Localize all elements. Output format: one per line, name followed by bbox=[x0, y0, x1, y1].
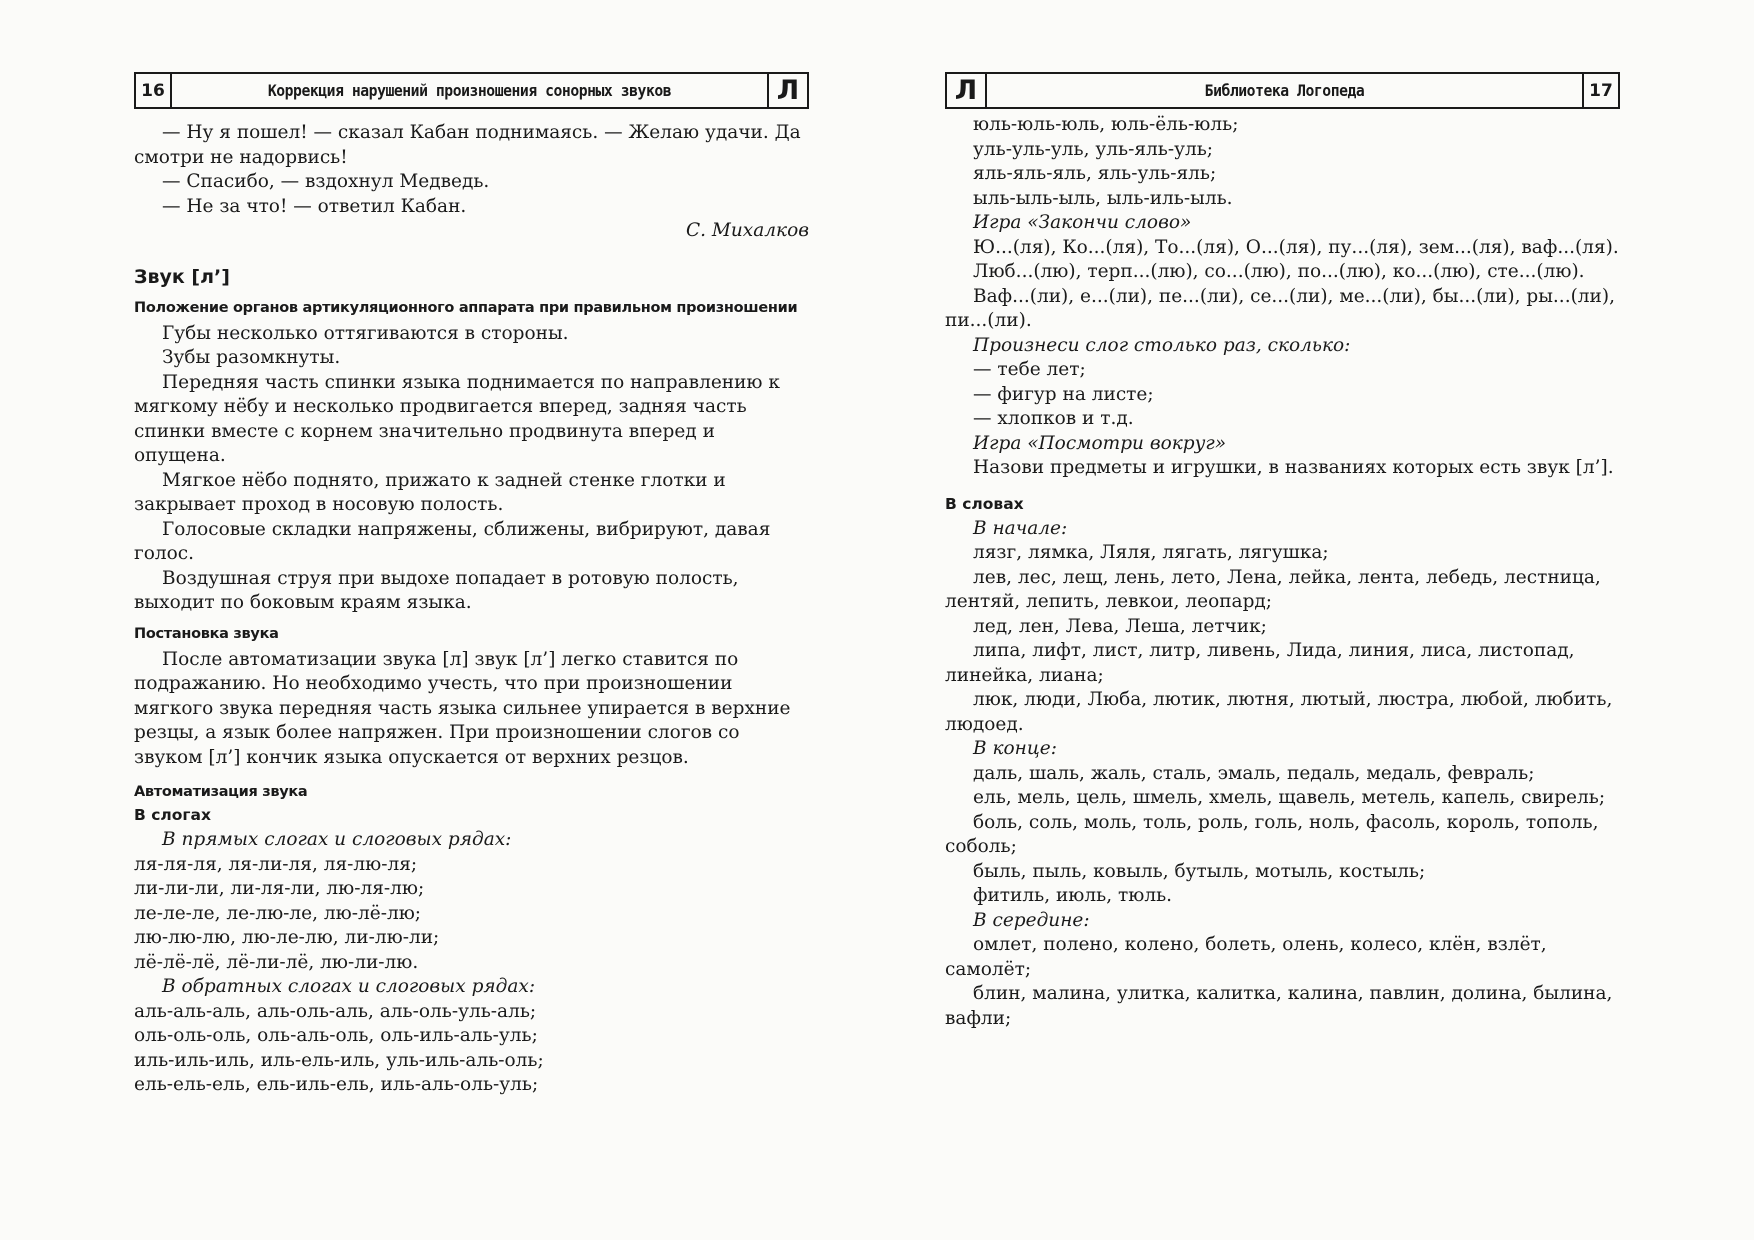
repeat-line: — хлопков и т.д. bbox=[973, 408, 1134, 429]
left-page-number: 16 bbox=[136, 74, 172, 107]
right-header-letter: Л bbox=[947, 74, 987, 107]
word-line: быль, пыль, ковыль, бутыль, мотыль, костыль; bbox=[973, 860, 1426, 882]
dialogue-line: — Не за что! — ответил Кабан. bbox=[162, 195, 467, 217]
direct-syllables-heading: В прямых слогах и слоговых рядах: bbox=[162, 829, 512, 850]
syllable-line: оль-оль-оль, оль-аль-оль, оль-иль-аль-уль; bbox=[134, 1025, 538, 1046]
end-heading: В конце: bbox=[973, 738, 1057, 759]
left-running-header bbox=[134, 72, 809, 109]
articulation-paragraph: Мягкое нёбо поднято, прижато к задней стенке глотки и закрывает проход в носовую полость. bbox=[134, 469, 726, 515]
game-look-around-text: Назови предметы и игрушки, в названиях которых есть звук [л’]. bbox=[973, 457, 1614, 478]
left-page bbox=[134, 72, 809, 1098]
setting-paragraph: После автоматизации звука [л] звук [л’] легко ставится по подражанию. Но необходимо учесть, что при произношении мягкого звука передняя часть языка сильнее упирается в верхние резцы, а язык более напряжен. При произношении слогов со звуком [л’] кончик языка опускается от верхних резцов. bbox=[134, 648, 791, 768]
right-page-number: 17 bbox=[1582, 74, 1618, 107]
syllable-line: ыль-ыль-ыль, ыль-иль-ыль. bbox=[973, 187, 1233, 209]
left-header-title: Коррекция нарушений произношения сонорных звуков bbox=[267, 81, 672, 100]
syllable-line: лю-лю-лю, лю-ле-лю, ли-лю-ли; bbox=[134, 927, 440, 948]
word-line: боль, соль, моль, толь, роль, голь, ноль, фасоль, король, тополь, соболь; bbox=[945, 811, 1599, 857]
word-line: лед, лен, Лева, Леша, летчик; bbox=[973, 615, 1267, 637]
syllable-line: ля-ля-ля, ля-ли-ля, ля-лю-ля; bbox=[134, 853, 418, 875]
game-line: Люб...(лю), терп...(лю), со...(лю), по...(лю), ко...(лю), сте...(лю). bbox=[973, 261, 1585, 282]
middle-heading: В середине: bbox=[973, 909, 1090, 931]
left-header-letter: Л bbox=[767, 74, 807, 107]
syllable-line: ли-ли-ли, ли-ля-ли, лю-ля-лю; bbox=[134, 878, 425, 899]
syllable-line: иль-иль-иль, иль-ель-иль, уль-иль-аль-оль; bbox=[134, 1049, 544, 1071]
word-line: люк, люди, Люба, лютик, лютня, лютый, люстра, любой, любить, людоед. bbox=[945, 689, 1613, 735]
articulation-paragraph: Губы несколько оттягиваются в стороны. bbox=[162, 322, 569, 344]
syllable-line: ель-ель-ель, ель-иль-ель, иль-аль-оль-уль; bbox=[134, 1074, 539, 1095]
repeat-line: — фигур на листе; bbox=[973, 383, 1154, 405]
game-finish-word-title: Игра «Закончи слово» bbox=[973, 212, 1192, 233]
word-line: ель, мель, цель, шмель, хмель, щавель, метель, капель, свирель; bbox=[973, 787, 1606, 808]
word-line: липа, лифт, лист, литр, ливень, Лида, линия, лиса, листопад, линейка, лиана; bbox=[945, 640, 1575, 686]
start-heading: В начале: bbox=[973, 517, 1068, 539]
articulation-paragraph: Воздушная струя при выдохе попадает в ротовую полость, выходит по боковым краям языка. bbox=[134, 567, 739, 613]
right-running-header bbox=[945, 72, 1620, 109]
repeat-line: — тебе лет; bbox=[973, 359, 1086, 380]
articulation-paragraph: Зубы разомкнуты. bbox=[162, 347, 341, 368]
words-heading: В словах bbox=[945, 494, 1024, 513]
articulation-paragraph: Голосовые складки напряжены, сближены, вибрируют, давая голос. bbox=[134, 518, 771, 564]
game-line: Ю...(ля), Ко...(ля), То...(ля), О...(ля), пу...(ля), зем...(ля), ваф...(ля). bbox=[973, 236, 1619, 258]
dialogue-line: — Ну я пошел! — сказал Кабан поднимаясь. — Желаю удачи. Да смотри не надорвись! bbox=[134, 122, 801, 168]
word-line: омлет, полено, колено, болеть, олень, колесо, клён, взлёт, самолёт; bbox=[945, 934, 1547, 980]
syllable-line: юль-юль-юль, юль-ёль-юль; bbox=[973, 114, 1239, 135]
syllable-line: уль-уль-уль, уль-яль-уль; bbox=[973, 138, 1214, 160]
syllable-line: ле-ле-ле, ле-лю-ле, лю-лё-лю; bbox=[134, 902, 422, 924]
repeat-syllable-title: Произнеси слог столько раз, сколько: bbox=[973, 334, 1351, 356]
syllables-heading: В слогах bbox=[134, 806, 211, 824]
word-line: фитиль, июль, тюль. bbox=[973, 885, 1173, 906]
word-line: даль, шаль, жаль, сталь, эмаль, педаль, медаль, февраль; bbox=[973, 762, 1535, 784]
word-line: лев, лес, лещ, лень, лето, Лена, лейка, лента, лебедь, лестница, лентяй, лепить, левкои, леопард; bbox=[945, 566, 1601, 612]
author-signature: С. Михалков bbox=[686, 220, 809, 241]
articulation-paragraph: Передняя часть спинки языка поднимается по направлению к мягкому нёбу и несколько продвигается вперед, задняя часть спинки вместе с корнем значительно продвинута вперед и опущена. bbox=[134, 371, 780, 466]
word-line: блин, малина, улитка, калитка, калина, павлин, долина, былина, вафли; bbox=[945, 983, 1613, 1029]
right-header-title: Библиотека Логопеда bbox=[1204, 81, 1365, 100]
dialogue-line: — Спасибо, — вздохнул Медведь. bbox=[162, 171, 490, 192]
game-look-around-title: Игра «Посмотри вокруг» bbox=[973, 432, 1227, 454]
articulation-heading: Положение органов артикуляционного аппарата при правильном произношении bbox=[134, 299, 798, 316]
syllable-line: лё-лё-лё, лё-ли-лё, лю-ли-лю. bbox=[134, 951, 419, 973]
automation-heading: Автоматизация звука bbox=[134, 784, 308, 800]
sound-heading: Звук [л’] bbox=[134, 265, 230, 288]
game-line: Ваф...(ли), е...(ли), пе...(ли), се...(ли), ме...(ли), бы...(ли), ры...(ли), пи...(ли). bbox=[945, 285, 1615, 331]
syllable-line: аль-аль-аль, аль-оль-аль, аль-оль-уль-аль; bbox=[134, 1000, 537, 1022]
setting-heading: Постановка звука bbox=[134, 625, 279, 642]
right-page bbox=[945, 72, 1620, 1031]
word-line: лязг, лямка, Ляля, лягать, лягушка; bbox=[973, 542, 1329, 563]
reverse-syllables-heading: В обратных слогах и слоговых рядах: bbox=[162, 976, 536, 997]
syllable-line: яль-яль-яль, яль-уль-яль; bbox=[973, 163, 1217, 184]
